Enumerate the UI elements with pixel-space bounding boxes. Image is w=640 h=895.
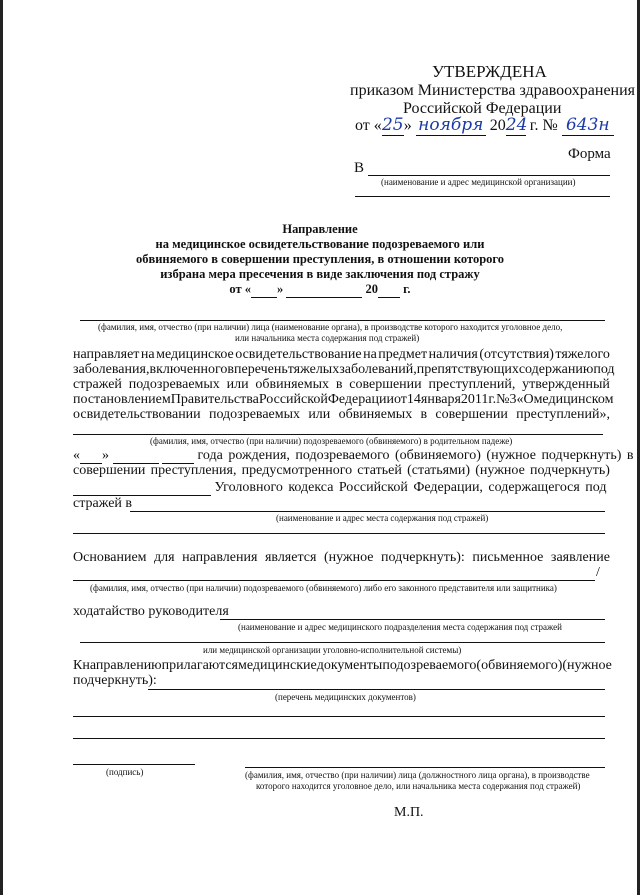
attach-line: К направлению прилагаются медицинские документы подозреваемого (обвиняемого) (нужное <box>73 658 612 673</box>
custody-line-2 <box>73 533 605 534</box>
basis-line: Основанием для направления является (нужное подчеркнуть): письменное заявление <box>73 550 610 565</box>
organ-line <box>80 320 605 321</box>
basis-slash: / <box>596 565 600 580</box>
birth-quote-open: « <box>73 448 80 463</box>
title-date-prefix: от « <box>229 282 252 296</box>
p1-line3: стражей подозреваемых или обвиняемых в совершении преступлений, утвержденный <box>73 377 610 392</box>
birth-quote-close: » <box>102 448 109 463</box>
birth-text: года рождения, подозреваемого (обвиняемого) (нужное подчеркнуть) в <box>197 448 634 463</box>
year-prefix: 20 <box>489 117 506 134</box>
official-caption-2: которого находится уголовное дело, или начальника места содержания под стражей) <box>256 781 581 791</box>
article-blank <box>73 480 211 496</box>
p1-line5: освидетельствовании подозреваемых или обвиняемых в совершении преступлений», <box>73 407 610 422</box>
to-prefix: В <box>354 160 365 176</box>
petition-line <box>220 619 605 620</box>
to-org-caption: (наименование и адрес медицинской организации) <box>381 177 576 187</box>
date-from-label: от « <box>355 117 382 134</box>
date-close-quote: » <box>403 117 412 134</box>
birth-month-blank <box>113 448 159 464</box>
doc-title: Направление <box>282 222 358 236</box>
organ-caption-1: (фамилия, имя, отчество (при наличии) лица (наименование органа), в производстве которого находится уголовное дело, <box>98 322 563 332</box>
birth-year-blank <box>162 448 194 464</box>
signature-caption: (подпись) <box>106 767 144 777</box>
title-year-blank <box>378 282 400 298</box>
doc-title-line4: избрана мера пресечения в виде заключения под стражу <box>160 267 480 281</box>
custody-prefix: стражей в <box>73 496 133 511</box>
number-label: г. № <box>529 117 558 134</box>
organ-caption-2: или начальника места содержания под стражей) <box>235 333 420 343</box>
title-year-prefix: 20 <box>365 282 379 296</box>
petition-prefix: ходатайство руководителя <box>73 604 229 619</box>
title-date-suffix: г. <box>403 282 411 296</box>
medunit-line-2 <box>80 642 605 643</box>
signature-line <box>73 764 195 765</box>
approved-heading: УТВЕРЖДЕНА <box>432 62 547 81</box>
attach-line-2: подчеркнуть): <box>73 673 157 688</box>
approval-date-line <box>355 115 614 136</box>
p2-line2: совершении преступления, предусмотренного статьей (статьями) (нужное подчеркнуть) <box>73 463 610 478</box>
official-caption-1: (фамилия, имя, отчество (при наличии) лица (должностного лица органа), в производстве <box>245 770 590 780</box>
p2-line3: Уголовного кодекса Российской Федерации, содержащегося под <box>73 480 610 496</box>
docs-caption: (перечень медицинских документов) <box>275 692 416 702</box>
approval-order-line: приказом Министерства здравоохранения <box>350 82 636 99</box>
scan-edge-left <box>0 0 3 895</box>
medorg-caption: или медицинской организации уголовно-исполнительной системы) <box>203 645 462 655</box>
medunit-caption: (наименование и адрес медицинского подразделения места содержания под стражей <box>238 622 562 632</box>
applicant-caption: (фамилия, имя, отчество (при наличии) подозреваемого (обвиняемого) либо его законного представителя или защитника) <box>90 583 557 593</box>
docs-line-2 <box>73 716 605 717</box>
handwritten-day: 25 <box>381 115 404 135</box>
to-org-line-2 <box>355 196 610 197</box>
docs-line-3 <box>73 738 605 739</box>
title-day-blank <box>251 282 277 298</box>
suspect-name-line <box>73 434 603 435</box>
doc-title-line3: обвиняемого в совершении преступления, в отношении которого <box>135 252 505 266</box>
to-org-line <box>368 175 610 176</box>
title-date-mid: » <box>277 282 284 296</box>
docs-line <box>148 689 605 690</box>
approval-country-line: Российской Федерации <box>403 100 562 117</box>
handwritten-number: 643н <box>562 115 614 136</box>
p1-line2: заболевания, включенного в перечень тяжелых заболеваний, препятствующих содержанию под <box>73 362 615 377</box>
stamp-place: М.П. <box>394 805 424 820</box>
birth-line <box>73 448 633 464</box>
applicant-line <box>73 580 595 581</box>
title-month-blank <box>286 282 362 298</box>
birth-day-blank <box>80 448 102 464</box>
suspect-name-caption: (фамилия, имя, отчество (при наличии) подозреваемого (обвиняемого) в родительном падеже) <box>150 436 513 446</box>
doc-title-line2: на медицинское освидетельствование подозреваемого или <box>155 237 485 251</box>
custody-line <box>130 511 605 512</box>
custody-caption: (наименование и адрес места содержания под стражей) <box>276 513 489 523</box>
p1-line4: постановлением Правительства Российской Федерации от 14 января 2011 г. № 3 «О медицинском <box>73 392 614 407</box>
handwritten-month: ноября <box>416 115 486 136</box>
doc-title-date <box>0 282 640 298</box>
form-label: Форма <box>568 146 611 162</box>
p1-line1: направляет на медицинское освидетельствование на предмет наличия (отсутствия) тяжелого <box>73 347 610 362</box>
official-line <box>245 767 605 768</box>
handwritten-year: 24 <box>505 115 528 135</box>
